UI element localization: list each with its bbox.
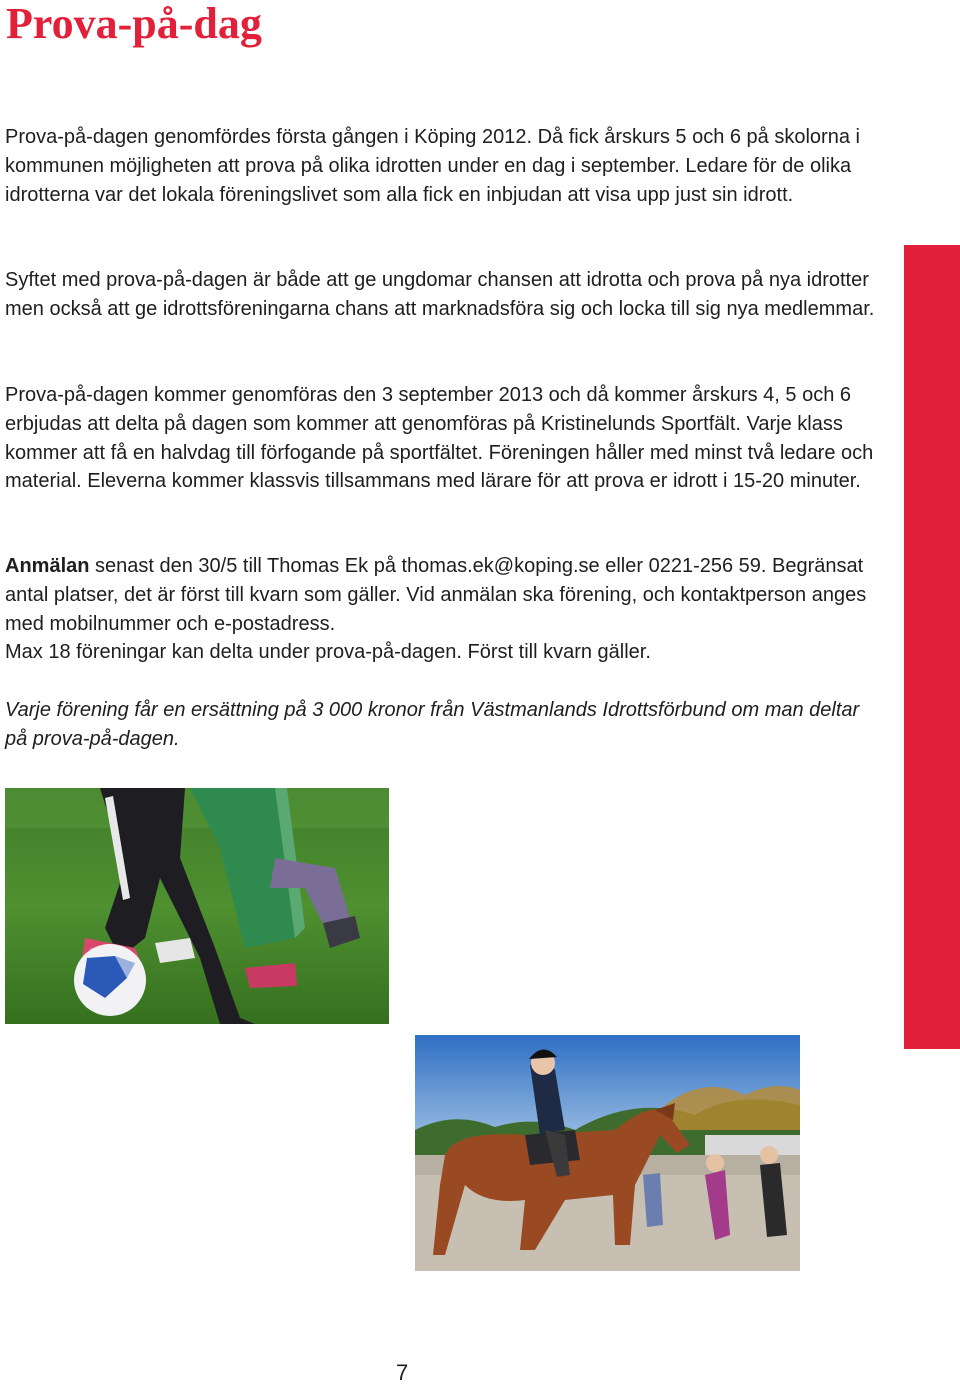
registration-paragraph xyxy=(5,552,885,667)
purpose-paragraph: Syftet med prova-på-dagen är både att ge ungdomar chansen att idrotta och prova på nya idrotter men också att ge idrottsföreningarna chans att marknadsföra sig och locka till sig nya medlemmar. xyxy=(5,269,875,320)
intro-paragraph: Prova-på-dagen genomfördes första gången i Köping 2012. Då fick årskurs 5 och 6 på skolorna i kommunen möjligheten att prova på olika idrotten under en dag i september. Ledare för de olika idrotterna var det lokala föreningslivet som alla fick en inbjudan att visa upp just sin idrott. xyxy=(5,126,860,206)
horse-riding-photo xyxy=(415,1035,800,1271)
schedule-paragraph: Prova-på-dagen kommer genomföras den 3 september 2013 och då kommer årskurs 4, 5 och 6 erbjudas att delta på dagen som kommer att genomföras på Kristinelunds Sportfält. Varje klass kommer att få en halvdag till förfogande på sportfältet. Föreningen håller med minst två ledare och material. Eleverna kommer klassvis tillsammans med lärare för att prova er idrott i 15-20 minuter. xyxy=(5,384,874,493)
compensation-paragraph: Varje förening får en ersättning på 3 000 kronor från Västmanlands Idrottsförbund om man deltar på prova-på-dagen. xyxy=(5,699,860,750)
registration-details: senast den 30/5 till Thomas Ek på thomas.ek@koping.se eller 0221-256 59. Begränsat antal platser, det är först till kvarn som gäller. Vid anmälan ska förening, och kontaktperson anges med mobilnummer och e-postadress. xyxy=(5,555,867,635)
football-photo xyxy=(5,788,389,1024)
page-number: 7 xyxy=(396,1360,409,1385)
page-title: Prova-på-dag xyxy=(6,0,262,48)
registration-label: Anmälan xyxy=(5,555,90,577)
accent-side-bar xyxy=(904,245,960,1049)
registration-limit: Max 18 föreningar kan delta under prova-på-dagen. Först till kvarn gäller. xyxy=(5,641,651,664)
